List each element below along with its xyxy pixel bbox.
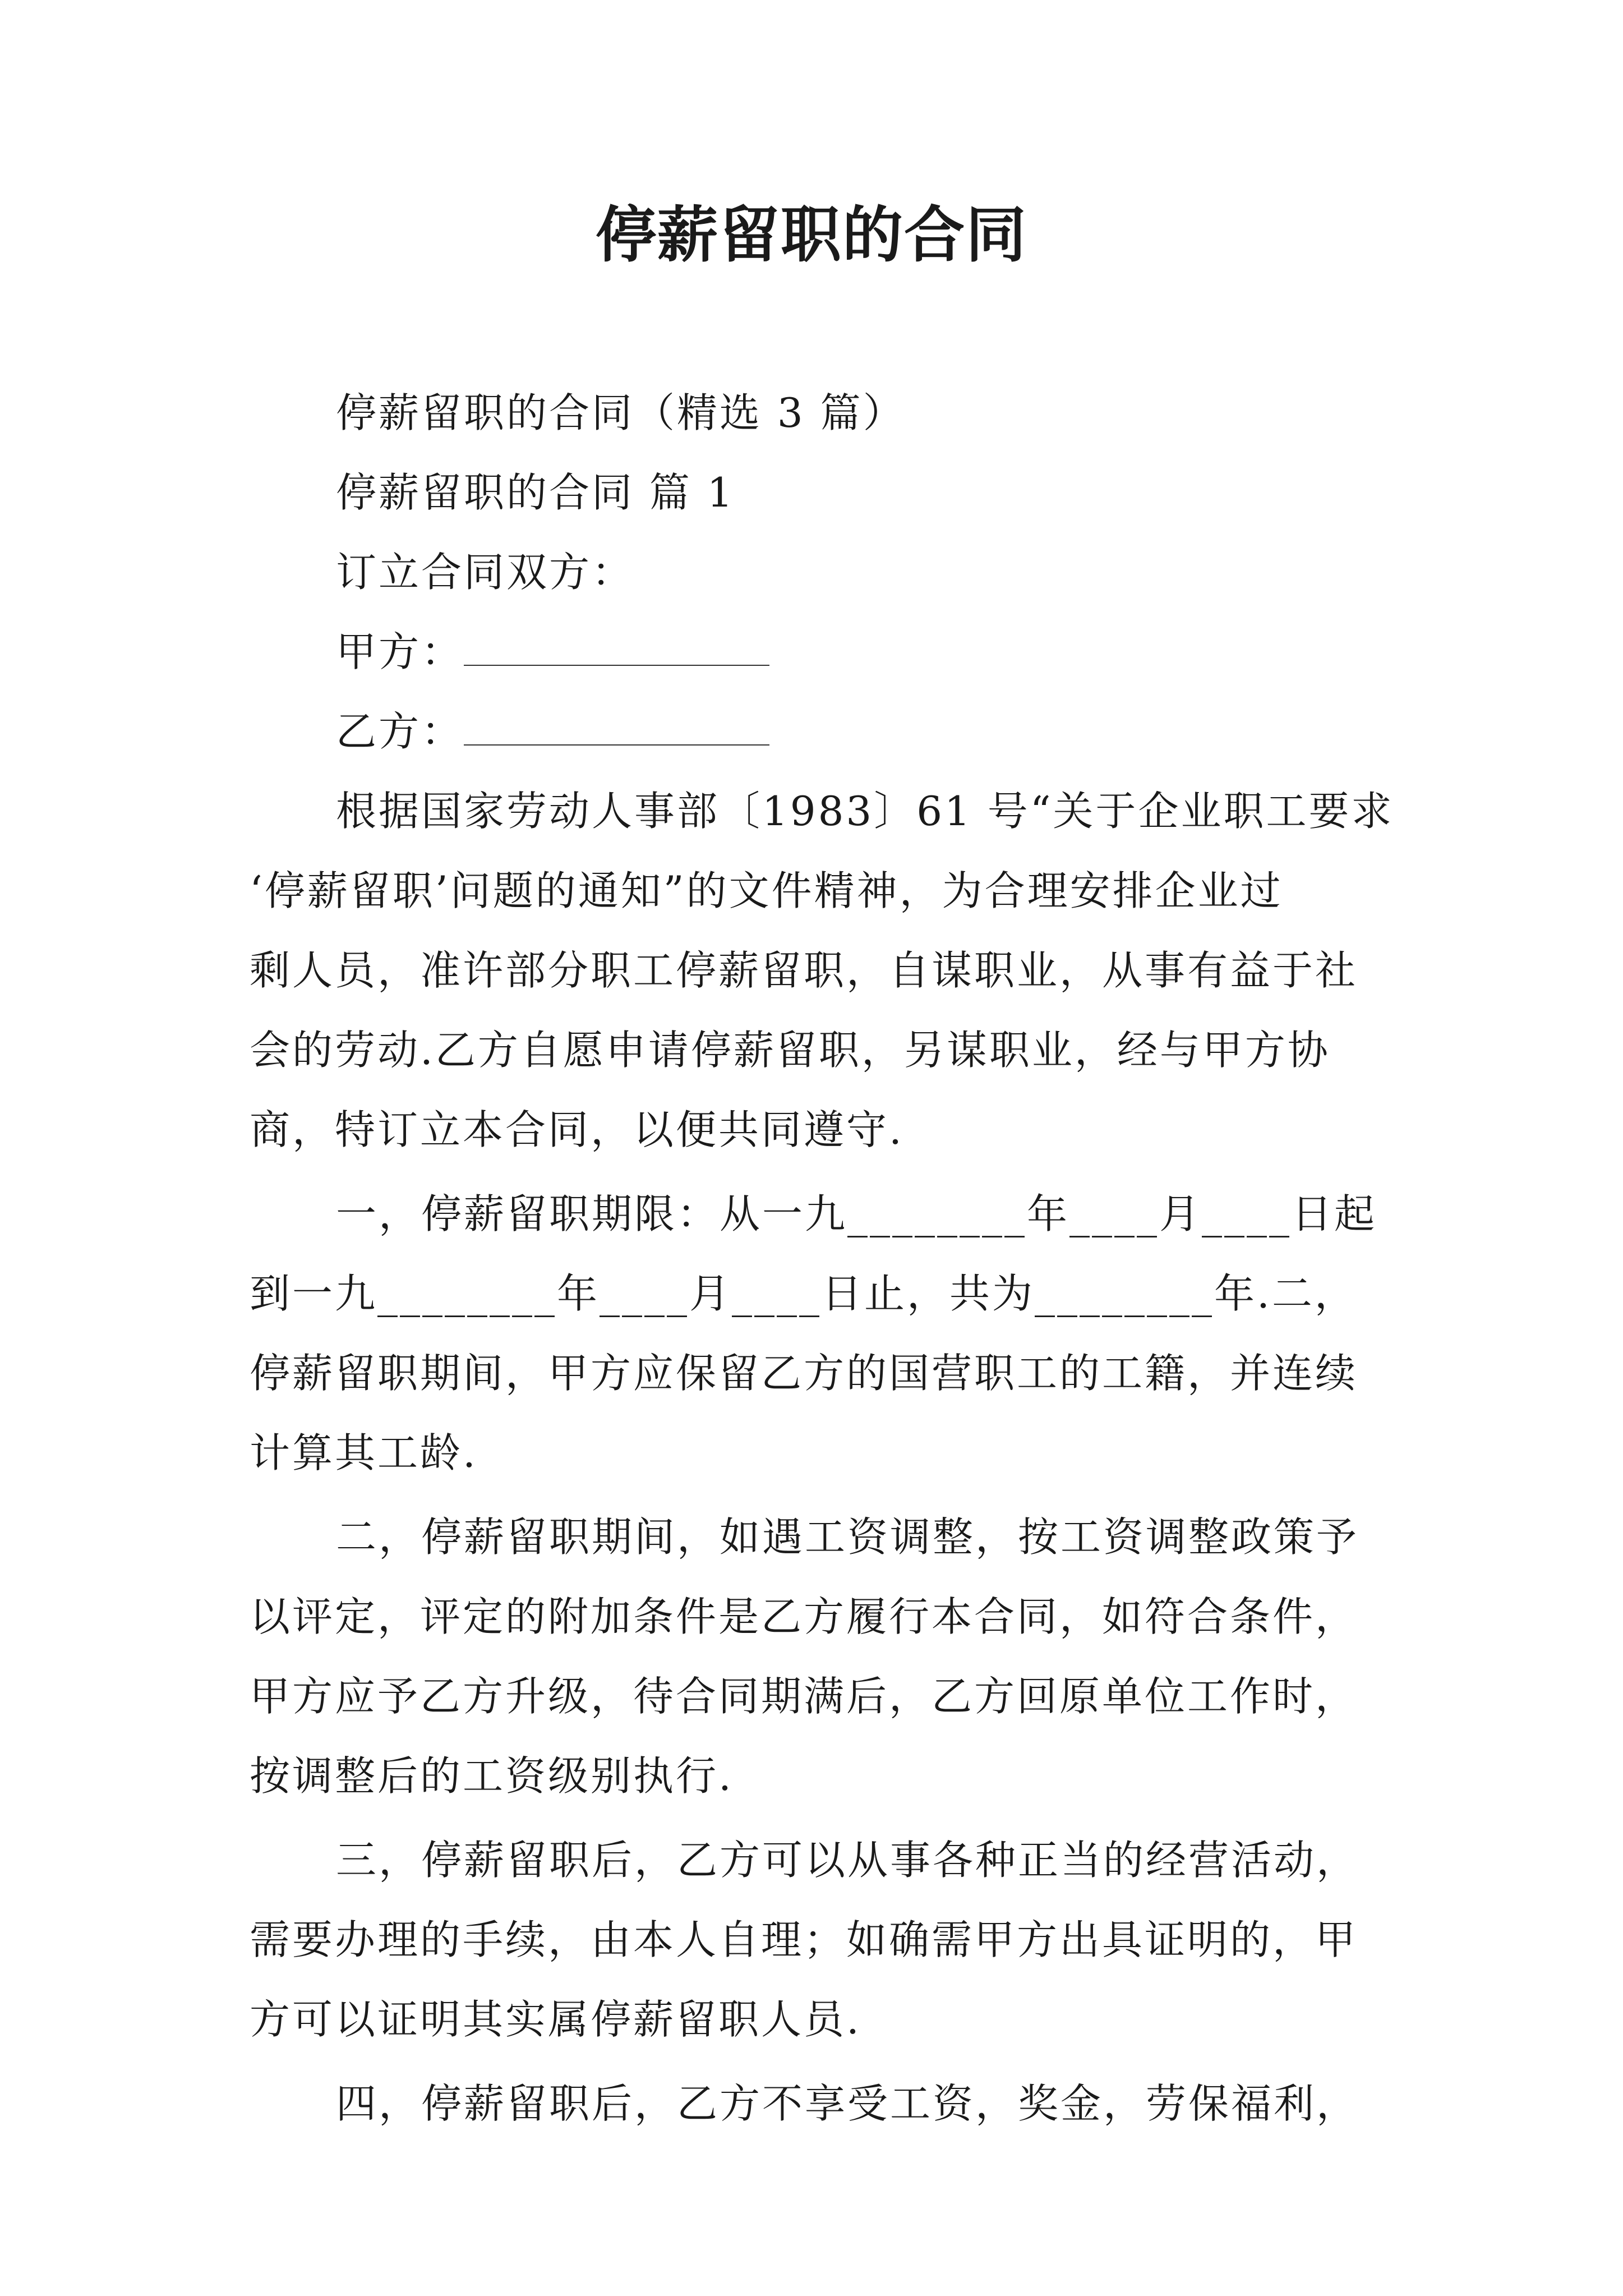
parties-intro: 订立合同双方：	[336, 549, 635, 596]
clause-1-line: 停薪留职期间，甲方应保留乙方的国营职工的工籍，并连续	[250, 1350, 1358, 1397]
section-heading: 停薪留职的合同 篇 1	[336, 469, 735, 516]
clause-3-line: 需要办理的手续，由本人自理；如确需甲方出具证明的，甲	[250, 1916, 1358, 1963]
preamble-line: 会的劳动.乙方自愿申请停薪留职，另谋职业，经与甲方协	[250, 1027, 1330, 1074]
clause-4-line: 四，停薪留职后，乙方不享受工资，奖金，劳保福利，	[336, 2080, 1359, 2127]
party-a-label: 甲方：	[336, 628, 464, 675]
party-a-blank	[464, 630, 769, 666]
party-b-line	[250, 692, 1377, 771]
clause-1-line: 一，停薪留职期限：从一九________年____月____日起	[336, 1190, 1377, 1237]
clause-3-line: 三，停薪留职后，乙方可以从事各种正当的经营活动，	[336, 1837, 1359, 1884]
clause-1-line: 到一九________年____月____日止，共为________年.二，	[250, 1270, 1357, 1317]
party-a-line	[250, 612, 1377, 692]
clause-2-line: 二，停薪留职期间，如遇工资调整，按工资调整政策予	[336, 1513, 1359, 1561]
clause-2-line: 按调整后的工资级别执行.	[250, 1752, 734, 1800]
preamble-line: 根据国家劳动人事部〔1983〕61 号“关于企业职工要求	[336, 788, 1394, 835]
clause-2-line: 甲方应予乙方升级，待合同期满后，乙方回原单位工作时，	[250, 1673, 1358, 1720]
clause-1-line: 计算其工龄.	[250, 1429, 478, 1476]
preamble-line: 剩人员，准许部分职工停薪留职，自谋职业，从事有益于社	[250, 947, 1358, 994]
party-b-blank	[464, 710, 769, 746]
document-title: 停薪留职的合同	[595, 200, 1027, 270]
preamble-line: ‘停薪留职’问题的通知”的文件精神，为合理安排企业过	[250, 867, 1283, 914]
subtitle: 停薪留职的合同（精选 3 篇）	[336, 389, 906, 436]
document-body	[250, 373, 1394, 2143]
party-b-label: 乙方：	[336, 708, 464, 755]
preamble-line: 商，特订立本合同，以便共同遵守.	[250, 1106, 904, 1153]
clause-3-line: 方可以证明其实属停薪留职人员.	[250, 1996, 861, 2043]
clause-2-line: 以评定，评定的附加条件是乙方履行本合同，如符合条件，	[250, 1593, 1358, 1640]
